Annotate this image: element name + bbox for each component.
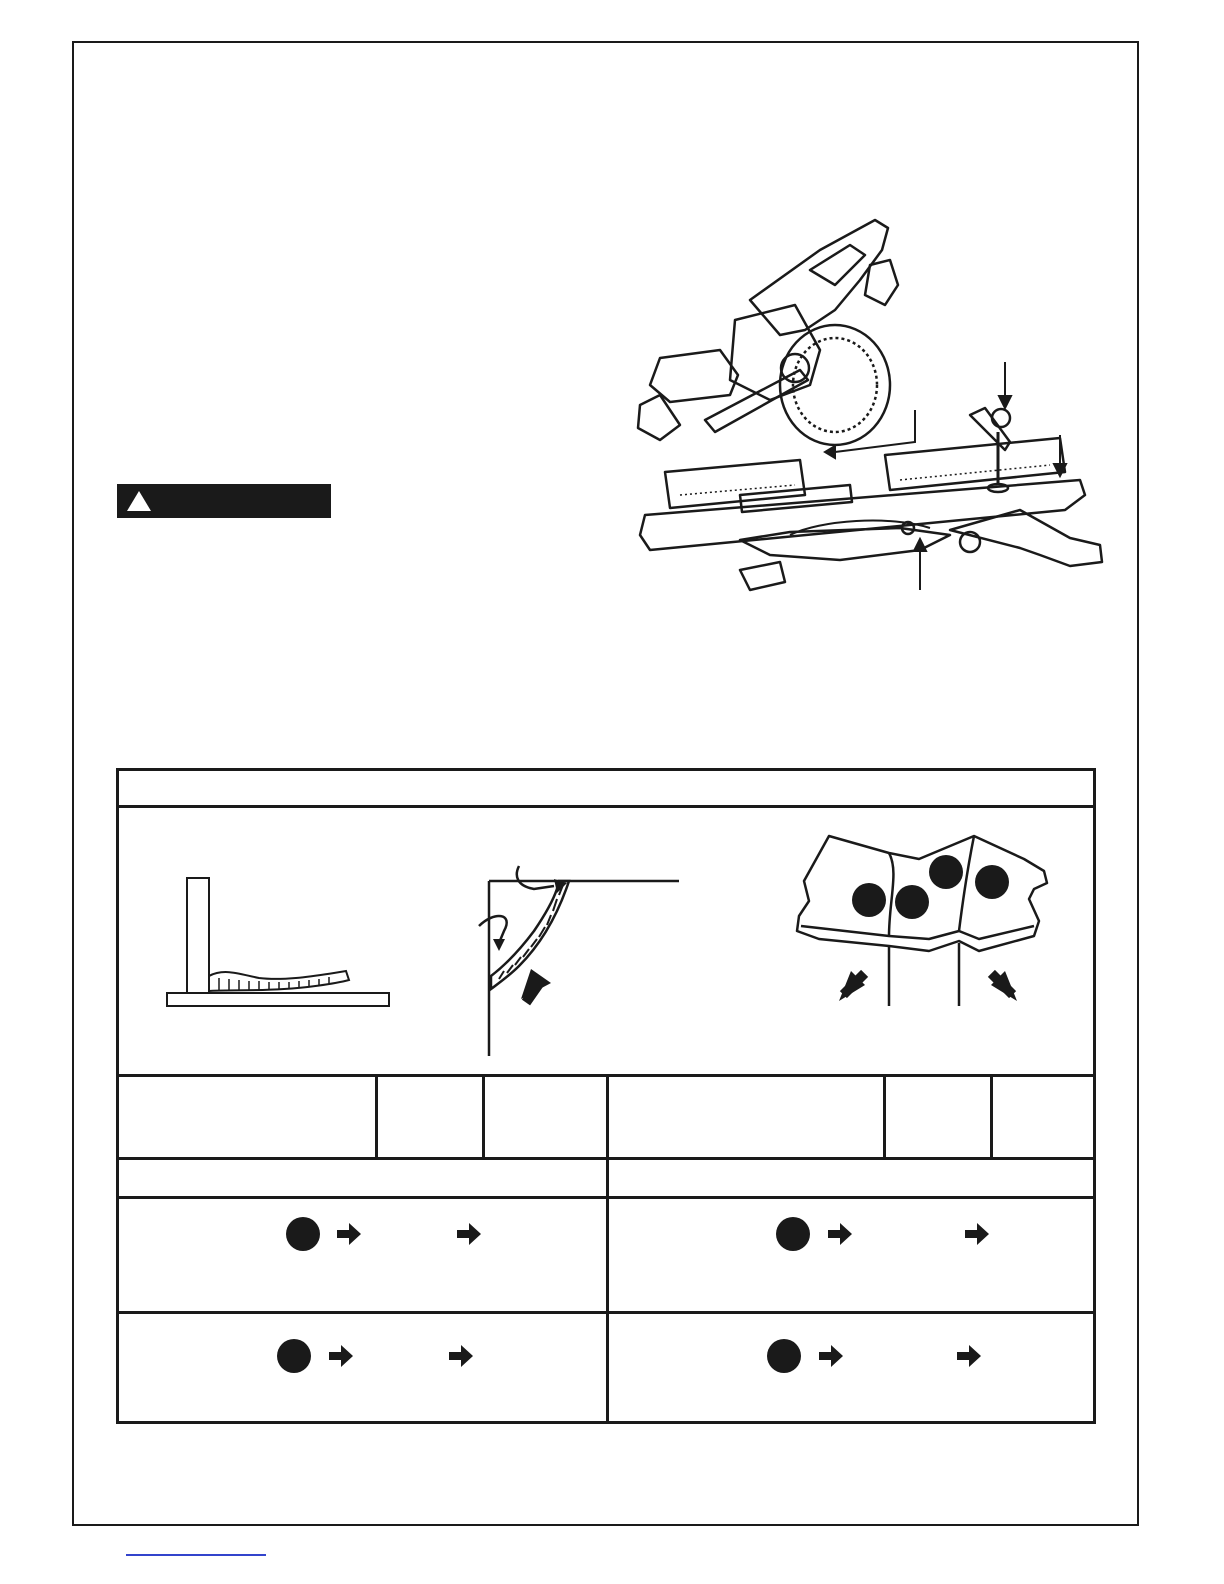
- position-dot-icon: [895, 885, 929, 919]
- warning-banner: [117, 484, 331, 518]
- inside-corner-molding-illustration: [789, 831, 1069, 1006]
- position-dot-icon: [776, 1217, 810, 1251]
- warning-triangle-icon: [125, 489, 153, 513]
- column-divider: [375, 1077, 378, 1157]
- wall-ceiling-molding-illustration: [459, 851, 699, 1061]
- footer-link-underline[interactable]: [126, 1554, 266, 1556]
- column-divider: [606, 1077, 609, 1424]
- row-divider: [119, 1311, 1093, 1314]
- right-arrow-icon: [819, 1345, 843, 1367]
- row-divider: [119, 1157, 1093, 1160]
- right-arrow-icon: [957, 1345, 981, 1367]
- right-arrow-icon: [965, 1223, 989, 1245]
- right-arrow-icon: [449, 1345, 473, 1367]
- right-arrow-icon: [457, 1223, 481, 1245]
- miter-saw-illustration: [620, 210, 1120, 610]
- position-dot-icon: [286, 1217, 320, 1251]
- column-divider: [482, 1077, 485, 1157]
- table-title-divider: [119, 805, 1093, 808]
- crown-molding-table: [116, 768, 1096, 1424]
- position-dot-icon: [767, 1339, 801, 1373]
- flat-molding-illustration: [164, 876, 394, 1011]
- column-divider: [990, 1077, 993, 1157]
- position-dot-icon: [929, 855, 963, 889]
- position-dot-icon: [975, 865, 1009, 899]
- right-arrow-icon: [828, 1223, 852, 1245]
- position-dot-icon: [277, 1339, 311, 1373]
- row-divider: [119, 1196, 1093, 1199]
- right-arrow-icon: [337, 1223, 361, 1245]
- position-dot-icon: [852, 883, 886, 917]
- right-arrow-icon: [329, 1345, 353, 1367]
- column-divider: [883, 1077, 886, 1157]
